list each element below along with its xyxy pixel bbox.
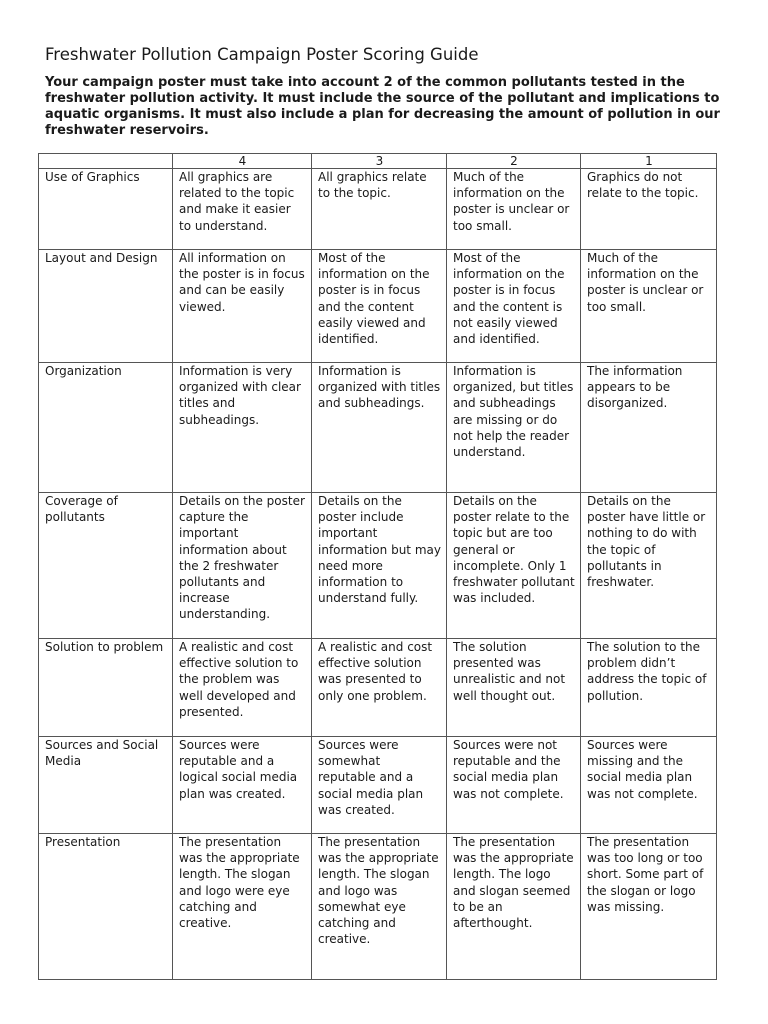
table-cell: All graphics are related to the topic and make it easier to understand.: [173, 169, 312, 250]
table-row: [39, 639, 717, 737]
table-cell: Much of the information on the poster is unclear or too small.: [581, 250, 717, 363]
table-cell: The presentation was the appropriate length. The slogan and logo were eye catching and creative.: [173, 834, 312, 980]
table-cell: Information is organized, but titles and subheadings are missing or do not help the reader understand.: [447, 363, 581, 493]
criterion-label: Presentation: [39, 834, 173, 980]
table-cell: Details on the poster relate to the topic but are too general or incomplete. Only 1 freshwater pollutant was included.: [447, 493, 581, 639]
table-row: [39, 493, 717, 639]
header-score-4: 4: [173, 154, 312, 169]
table-cell: Sources were not reputable and the social media plan was not complete.: [447, 737, 581, 834]
header-score-1: 1: [581, 154, 717, 169]
table-header-row: [39, 154, 717, 169]
table-cell: The information appears to be disorganized.: [581, 363, 717, 493]
table-cell: Most of the information on the poster is in focus and the content easily viewed and identified.: [312, 250, 447, 363]
criterion-label: Coverage of pollutants: [39, 493, 173, 639]
document-title: Freshwater Pollution Campaign Poster Scoring Guide: [45, 45, 479, 64]
table-cell: Details on the poster have little or nothing to do with the topic of pollutants in freshwater.: [581, 493, 717, 639]
criterion-label: Organization: [39, 363, 173, 493]
criterion-label: Solution to problem: [39, 639, 173, 737]
table-cell: Information is very organized with clear titles and subheadings.: [173, 363, 312, 493]
header-score-2: 2: [447, 154, 581, 169]
table-row: [39, 169, 717, 250]
table-cell: Most of the information on the poster is in focus and the content is not easily viewed and identified.: [447, 250, 581, 363]
table-cell: All graphics relate to the topic.: [312, 169, 447, 250]
scoring-rubric-table: [38, 153, 717, 980]
table-cell: Information is organized with titles and subheadings.: [312, 363, 447, 493]
table-row: [39, 363, 717, 493]
table-cell: Much of the information on the poster is unclear or too small.: [447, 169, 581, 250]
document-intro: Your campaign poster must take into account 2 of the common pollutants tested in the freshwater pollution activity. It must include the source of the pollutant and implications to aquatic organisms. It must also include a plan for decreasing the amount of pollution in our freshwater reservoirs.: [45, 75, 720, 138]
table-cell: The presentation was the appropriate length. The slogan and logo was somewhat eye catching and creative.: [312, 834, 447, 980]
table-row: [39, 737, 717, 834]
table-cell: Details on the poster include important information but may need more information to understand fully.: [312, 493, 447, 639]
table-cell: The solution presented was unrealistic and not well thought out.: [447, 639, 581, 737]
header-criterion: [39, 154, 173, 169]
table-cell: A realistic and cost effective solution was presented to only one problem.: [312, 639, 447, 737]
table-cell: A realistic and cost effective solution to the problem was well developed and presented.: [173, 639, 312, 737]
header-score-3: 3: [312, 154, 447, 169]
table-cell: All information on the poster is in focus and can be easily viewed.: [173, 250, 312, 363]
table-row: [39, 250, 717, 363]
table-cell: The presentation was the appropriate length. The logo and slogan seemed to be an afterthought.: [447, 834, 581, 980]
criterion-label: Sources and Social Media: [39, 737, 173, 834]
table-cell: Sources were somewhat reputable and a social media plan was created.: [312, 737, 447, 834]
table-cell: Graphics do not relate to the topic.: [581, 169, 717, 250]
criterion-label: Layout and Design: [39, 250, 173, 363]
table-cell: Sources were missing and the social media plan was not complete.: [581, 737, 717, 834]
criterion-label: Use of Graphics: [39, 169, 173, 250]
table-row: [39, 834, 717, 980]
table-cell: Sources were reputable and a logical social media plan was created.: [173, 737, 312, 834]
table-cell: Details on the poster capture the important information about the 2 freshwater pollutants and increase understanding.: [173, 493, 312, 639]
table-cell: The solution to the problem didn’t address the topic of pollution.: [581, 639, 717, 737]
table-cell: The presentation was too long or too short. Some part of the slogan or logo was missing.: [581, 834, 717, 980]
